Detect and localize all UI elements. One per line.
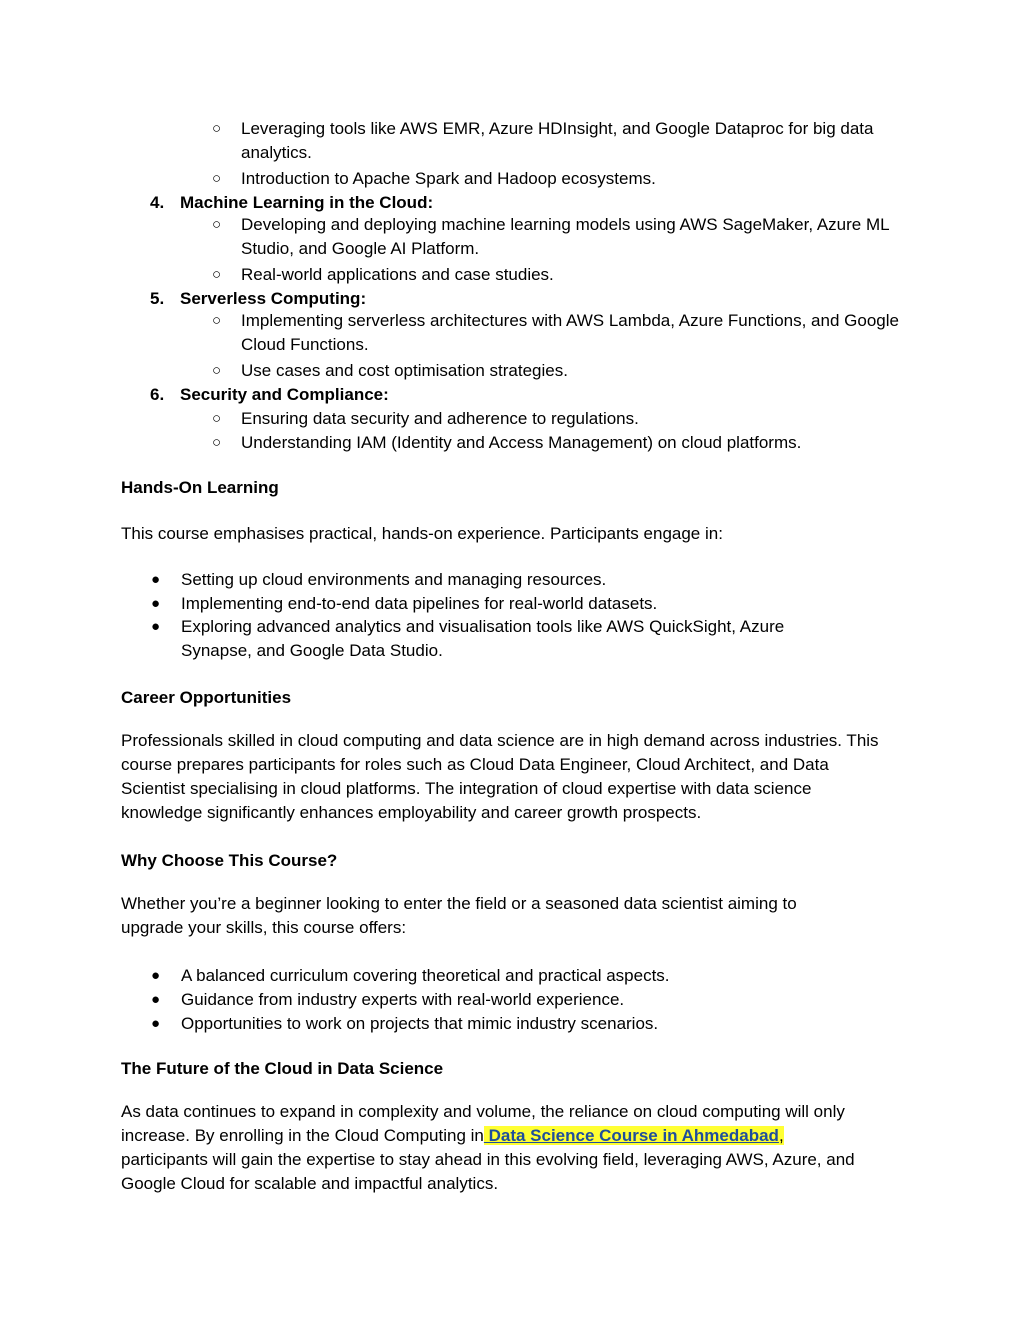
list-number: 5. — [150, 289, 165, 308]
bullet-icon: ● — [151, 571, 161, 588]
bullet-text: Guidance from industry experts with real-world experience. — [181, 990, 625, 1009]
section-heading: Hands-On Learning — [121, 478, 279, 497]
bullet-text: A balanced curriculum covering theoretical and practical aspects. — [181, 966, 670, 985]
paragraph-text: , — [778, 1126, 784, 1145]
paragraph: Whether you’re a beginner looking to enter the field or a seasoned data scientist aiming to upgrade your skills, this course offers: — [121, 894, 797, 937]
section-title: Machine Learning in the Cloud: — [180, 193, 434, 212]
circle-bullet-icon: ○ — [212, 266, 222, 283]
section-title: Security and Compliance: — [180, 385, 389, 404]
sub-list-item-text: Real-world applications and case studies. — [241, 265, 554, 284]
section-heading: The Future of the Cloud in Data Science — [121, 1059, 444, 1078]
paragraph: This course emphasises practical, hands-on experience. Participants engage in: — [121, 524, 723, 543]
bullet-icon: ● — [151, 595, 161, 612]
bullet-text: Opportunities to work on projects that mimic industry scenarios. — [181, 1014, 659, 1033]
sub-list-item-text: Introduction to Apache Spark and Hadoop ecosystems. — [241, 169, 656, 188]
paragraph — [121, 1100, 881, 1196]
bullet-icon: ● — [151, 1015, 161, 1032]
sub-list-item-text: Understanding IAM (Identity and Access Management) on cloud platforms. — [241, 433, 802, 452]
bullet-icon: ● — [151, 618, 161, 635]
circle-bullet-icon: ○ — [212, 362, 222, 379]
circle-bullet-icon: ○ — [212, 312, 222, 329]
course-link[interactable]: Data Science Course in Ahmedabad — [483, 1126, 779, 1145]
section-heading: Why Choose This Course? — [121, 851, 338, 870]
list-number: 4. — [150, 193, 165, 212]
sub-list-item-text: Implementing serverless architectures with AWS Lambda, Azure Functions, and Google Cloud Functions. — [241, 311, 899, 354]
circle-bullet-icon: ○ — [212, 434, 222, 451]
list-number: 6. — [150, 385, 165, 404]
circle-bullet-icon: ○ — [212, 120, 222, 137]
circle-bullet-icon: ○ — [212, 170, 222, 187]
bullet-icon: ● — [151, 991, 161, 1008]
sub-list-item-text: Use cases and cost optimisation strategies. — [241, 361, 568, 380]
sub-list-item-text: Developing and deploying machine learning models using AWS SageMaker, Azure ML Studio, and Google AI Platform. — [241, 215, 889, 258]
paragraph-text: As data continues to expand in complexity and volume, the reliance on cloud computing will only increase. By enrolling in the Cloud Computing in — [121, 1102, 845, 1145]
section-title: Serverless Computing: — [180, 289, 367, 308]
section-heading: Career Opportunities — [121, 688, 292, 707]
bullet-text: Implementing end-to-end data pipelines for real-world datasets. — [181, 594, 658, 613]
paragraph-text: participants will gain the expertise to stay ahead in this evolving field, leveraging AWS, Azure, and Google Cloud for scalable and impactful analytics. — [121, 1150, 855, 1193]
circle-bullet-icon: ○ — [212, 410, 222, 427]
bullet-text: Exploring advanced analytics and visualisation tools like AWS QuickSight, Azure Synapse, and Google Data Studio. — [181, 617, 785, 660]
paragraph: Professionals skilled in cloud computing and data science are in high demand across industries. This course prepares participants for roles such as Cloud Data Engineer, Cloud Architect, and Data Scientist specialising in cloud platforms. The integration of cloud expertise with data science knowledge significantly enhances employability and career growth prospects. — [121, 731, 879, 822]
bullet-text: Setting up cloud environments and managing resources. — [181, 570, 607, 589]
bullet-icon: ● — [151, 967, 161, 984]
sub-list-item-text: Ensuring data security and adherence to regulations. — [241, 409, 639, 428]
circle-bullet-icon: ○ — [212, 216, 222, 233]
sub-list-item-text: Leveraging tools like AWS EMR, Azure HDInsight, and Google Dataproc for big data analytics. — [241, 119, 874, 162]
